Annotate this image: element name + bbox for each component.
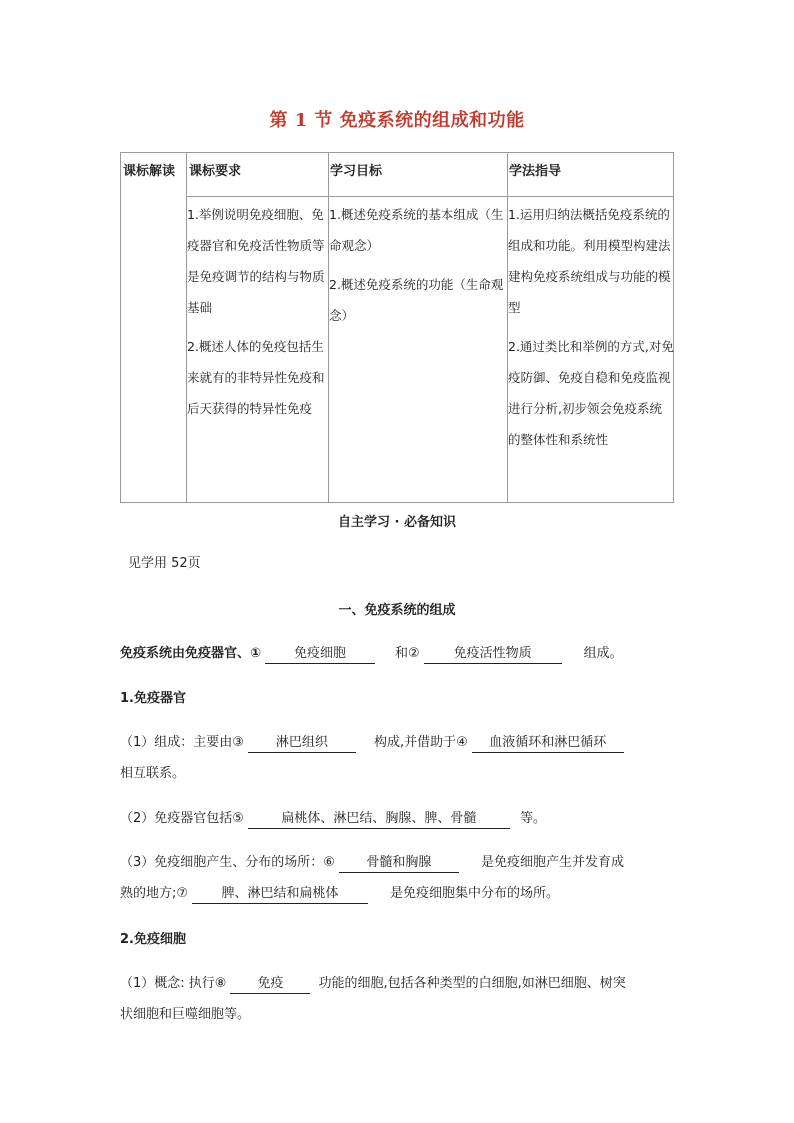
answer-blank-5: 扁桃体、淋巴结、胸腺、脾、骨髓 [248, 810, 510, 829]
section-label: 自主学习 · 必备知识 [338, 515, 456, 530]
answer-blank-4: 血液循环和淋巴循环 [472, 734, 624, 753]
guidance-item: 1.运用归纳法概括免疫系统的组成和功能。利用模型构建法建构免疫系统组成与功能的模型 [508, 207, 671, 315]
table-cell-requirements [187, 199, 327, 424]
answer-blank-7: 脾、淋巴结和扁桃体 [192, 885, 368, 904]
cells-item-1 [120, 968, 680, 999]
organs-item-1-cont: 相互联系。 [120, 766, 186, 781]
requirement-item: 1.举例说明免疫细胞、免疫器官和免疫活性物质等是免疫调节的结构与物质基础 [187, 207, 325, 315]
cells-item-1-suffix: 功能的细胞,包括各种类型的白细胞,如淋巴细胞、树突 [318, 976, 626, 991]
table-col-guidance: 学法指导 [509, 164, 562, 179]
cells-item-1-cont: 状细胞和巨噬细胞等。 [120, 1007, 251, 1022]
heading-organs: 1.免疫器官 [120, 691, 186, 706]
organs-item-3-prefix: （3）免疫细胞产生、分布的场所：⑥ [120, 855, 335, 870]
organs-item-1 [120, 727, 680, 758]
answer-blank-3: 淋巴组织 [248, 734, 356, 753]
heading-cells: 2.免疫细胞 [120, 932, 186, 947]
goal-item: 1.概述免疫系统的基本组成（生命观念） [329, 207, 504, 253]
guidance-item: 2.通过类比和举例的方式,对免疫防御、免疫自稳和免疫监视进行分析,初步领会免疫系统的整体性和系统性 [508, 339, 674, 447]
page-reference: 见学用 52页 [128, 556, 201, 571]
page-title: 第 1 节 免疫系统的组成和功能 [269, 110, 525, 131]
table-col-goals: 学习目标 [330, 164, 383, 179]
organs-item-1-prefix: （1）组成：主要由③ [120, 735, 244, 750]
composition-mid: 和② [395, 646, 420, 661]
table-row-header: 课标解读 [123, 164, 176, 179]
answer-blank-8: 免疫 [230, 975, 310, 994]
table-cell-goals [329, 199, 507, 331]
cells-item-1-prefix: （1）概念: 执行⑧ [120, 976, 227, 991]
requirement-item: 2.概述人体的免疫包括生来就有的非特异性免疫和后天获得的特异性免疫 [187, 339, 325, 416]
goal-item: 2.概述免疫系统的功能（生命观念） [329, 277, 504, 323]
organs-item-3-line2 [120, 878, 680, 909]
table-cell-guidance [508, 199, 674, 455]
organs-item-2-suffix: 等。 [519, 811, 546, 826]
organs-item-3-mid: 是免疫细胞产生并发育成 [480, 855, 624, 870]
answer-blank-2: 免疫活性物质 [424, 645, 562, 664]
organs-item-3-line2-prefix: 熟的地方;⑦ [120, 886, 189, 901]
composition-suffix: 组成。 [583, 646, 623, 661]
table-header-divider [186, 196, 673, 197]
organs-item-2 [120, 803, 680, 834]
composition-sentence [120, 638, 680, 669]
organs-item-2-prefix: （2）免疫器官包括⑤ [120, 811, 244, 826]
answer-blank-1: 免疫细胞 [265, 645, 375, 664]
answer-blank-6: 骨髓和胸腺 [339, 854, 459, 873]
composition-prefix: 免疫系统由免疫器官、① [120, 646, 262, 661]
organs-item-3-suffix: 是免疫细胞集中分布的场所。 [390, 886, 560, 901]
heading-composition: 一、免疫系统的组成 [338, 603, 456, 618]
organs-item-3 [120, 847, 680, 878]
table-col-requirements: 课标要求 [189, 164, 242, 179]
curriculum-table [120, 152, 674, 503]
organs-item-1-mid: 构成,并借助于④ [373, 735, 468, 750]
